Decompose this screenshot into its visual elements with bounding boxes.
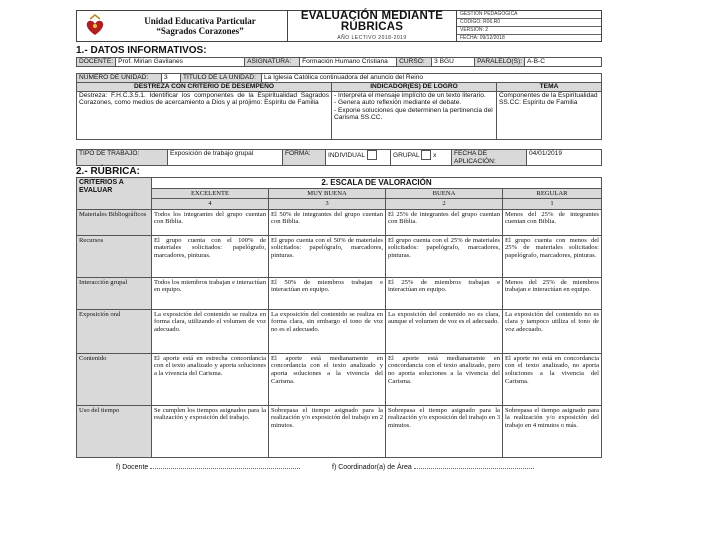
- level-name: BUENA: [386, 188, 503, 199]
- indicador-header: INDICADOR(ES) DE LOGRO: [332, 83, 497, 92]
- rubric-cell: El 50% de miembros trabajan e interactúan en equipo.: [269, 277, 386, 309]
- rubric-cell: Menos del 25% de miembros trabajan e interactúan en equipo.: [503, 277, 602, 309]
- rubric-cell: El grupo cuenta con el 100% de materiales solicitados: papelógrafo, marcadores, pinturas.: [152, 235, 269, 277]
- criterio-name: Uso del tiempo: [77, 405, 152, 457]
- docente-label: DOCENTE:: [77, 58, 116, 67]
- school-line-1: Unidad Educativa Particular: [144, 16, 256, 26]
- section-2-title: 2.- RÚBRICA:: [76, 166, 140, 177]
- code-version: VERSIÓN: 2: [457, 27, 601, 35]
- info-row-docente: [76, 57, 602, 67]
- title-line-1: EVALUACIÓN MEDIANTE: [300, 10, 444, 22]
- rubric-document: [76, 10, 602, 472]
- docente-value: Prof. Mirian Gavilanes: [116, 58, 245, 67]
- code-codigo: CÓDIGO: R06.R0: [457, 19, 601, 27]
- signature-line: [414, 468, 534, 469]
- rubric-cell: El aporte está en estrecha concordancia con el texto analizado y aporta soluciones a la vivencia del Carisma.: [152, 353, 269, 405]
- rubric-cell: El 25% de integrantes del grupo cuentan con Biblia.: [386, 209, 503, 235]
- indicador-value: - Interpreta el mensaje implícito de un texto literario. - Genera auto reflexión mediante el debate. - Expone soluciones que determinen la pertinencia del Carisma SS.CC.: [332, 91, 497, 139]
- rubric-row: [77, 235, 602, 277]
- code-fecha: FECHA: 09/12/2018: [460, 35, 505, 41]
- rubric-row: [77, 405, 602, 457]
- rubric-cell: Sobrepasa el tiempo asignado para la realización y/o exposición del trabajo en 2 minutos.: [269, 405, 386, 457]
- rubric-cell: El aporte está medianamente en concordancia con el texto analizado y aporta soluciones a la vivencia del Carisma.: [269, 353, 386, 405]
- fecha-label: FECHA DE APLICACIÓN:: [452, 150, 527, 166]
- rubric-cell: Menos del 25% de integrantes cuentan con Biblia.: [503, 209, 602, 235]
- title-line-2: RÚBRICAS: [340, 21, 404, 33]
- level-name: EXCELENTE: [152, 188, 269, 199]
- trabajo-label: TIPO DE TRABAJO:: [77, 150, 168, 166]
- rubric-cell: Se cumplen los tiempos asignados para la realización y exposición del trabajo.: [152, 405, 269, 457]
- rubric-row: [77, 353, 602, 405]
- unidad-value: 3: [162, 74, 181, 83]
- rubric-cell: Todos los integrantes del grupo cuentan con Biblia.: [152, 209, 269, 235]
- school-name: [113, 11, 287, 41]
- rubric-row: [77, 277, 602, 309]
- docente-signature-label: f) Docente: [116, 464, 149, 471]
- rubric-cell: La exposición del contenido se realiza en forma clara, utilizando el volumen de voz adecuado.: [152, 309, 269, 353]
- titulo-label: TÍTULO DE LA UNIDAD:: [181, 74, 262, 83]
- section-1-title: 1.- DATOS INFORMATIVOS:: [76, 45, 207, 56]
- asignatura-label: ASIGNATURA:: [245, 58, 300, 67]
- criterio-name: Exposición oral: [77, 309, 152, 353]
- asignatura-value: Formación Humano Cristiana: [300, 58, 397, 67]
- criterio-name: Recursos: [77, 235, 152, 277]
- signature-line: [150, 468, 300, 469]
- document-title: [287, 11, 456, 41]
- level-score: 3: [269, 199, 386, 210]
- curso-value: 3 BGU: [432, 58, 475, 67]
- docente-signature: [116, 464, 300, 471]
- level-score: 4: [152, 199, 269, 210]
- criterio-name: Materiales Bibliográficos: [77, 209, 152, 235]
- destreza-header: DESTREZA CON CRITERIO DE DESEMPEÑO: [77, 83, 332, 92]
- rubric-cell: El aporte no está en concordancia con el texto analizado, no aporta soluciones a la vivencia del Carisma.: [503, 353, 602, 405]
- forma-label: FORMA:: [283, 150, 326, 166]
- escala-header: 2. ESCALA DE VALORACIÓN: [152, 178, 602, 189]
- tema-header: TEMA: [497, 83, 602, 92]
- rubric-row: [77, 309, 602, 353]
- level-scores-row: [77, 199, 602, 210]
- rubric-cell: El 50% de integrantes del grupo cuentan con Biblia.: [269, 209, 386, 235]
- curso-label: CURSO:: [397, 58, 432, 67]
- titulo-value: La Iglesia Católica continuadora del anuncio del Reino: [262, 74, 602, 83]
- rubric-cell: La exposición del contenido no es clara, aunque el volumen de voz es el adecuado.: [386, 309, 503, 353]
- criterio-name: Interacción grupal: [77, 277, 152, 309]
- rubric-cell: El grupo cuenta con el 25% de materiales solicitados: papelógrafo, marcadores, pinturas.: [386, 235, 503, 277]
- forma-grupal-mark: x: [433, 151, 437, 159]
- paralelo-label: PARALELO(S):: [475, 58, 525, 67]
- criterio-name: Contenido: [77, 353, 152, 405]
- rubric-cell: El 25% de miembros trabajan e interactúan en equipo.: [386, 277, 503, 309]
- rubric-cell: Sobrepasa el tiempo asignado para la realización y/o exposición del trabajo en 3 minutos.: [386, 405, 503, 457]
- forma-grupal-checkbox: [421, 150, 431, 160]
- criterios-header: CRITERIOS A EVALUAR: [77, 178, 152, 210]
- destreza-value: Destreza: F.H.C.3.5.1. Identificar los componentes de la Espiritualidad Sagrados Corazones, como medios de acercamiento a Dios y al prójimo: Espíritu de Familia: [77, 91, 332, 139]
- school-line-2: “Sagrados Corazones”: [156, 26, 244, 36]
- info-row-trabajo: [76, 149, 602, 166]
- school-logo: [77, 11, 113, 41]
- level-name: MUY BUENA: [269, 188, 386, 199]
- coordinador-signature: [332, 464, 534, 471]
- rubric-row: [77, 209, 602, 235]
- level-name: REGULAR: [503, 188, 602, 199]
- rubric-cell: Todos los miembros trabajan e interactúan en equipo.: [152, 277, 269, 309]
- unidad-label: NÚMERO DE UNIDAD:: [77, 74, 162, 83]
- forma-grupal-label: GRUPAL: [393, 151, 420, 159]
- rubric-cell: El grupo cuenta con el 50% de materiales solicitados: papelógrafo, marcadores, pinturas.: [269, 235, 386, 277]
- school-year: AÑO LECTIVO 2018-2019: [337, 35, 407, 41]
- forma-grupal: [391, 150, 452, 166]
- forma-individual-label: INDIVIDUAL: [328, 151, 365, 159]
- rubric-cell: Sobrepasa el tiempo asignado para la realización y/o exposición del trabajo en 4 minutos o más.: [503, 405, 602, 457]
- code-gestion: GESTIÓN PEDAGÓGICA: [457, 11, 601, 19]
- tema-value: Componentes de la Espiritualidad SS.CC: Espíritu de Familia: [497, 91, 602, 139]
- level-score: 1: [503, 199, 602, 210]
- forma-individual-checkbox: [367, 150, 377, 160]
- paralelo-value: A-B-C: [525, 58, 602, 67]
- forma-individual: [326, 150, 391, 166]
- rubric-cell: La exposición del contenido no es clara y tampoco utiliza el tono de voz adecuado.: [503, 309, 602, 353]
- fecha-value: 04/01/2019: [527, 150, 602, 166]
- coordinador-signature-label: f) Coordinador(a) de Área: [332, 464, 412, 471]
- level-names-row: [77, 188, 602, 199]
- rubric-cell: El grupo cuenta con menos del 25% de materiales solicitados: papelógrafo, marcadores, pinturas.: [503, 235, 602, 277]
- sacred-hearts-icon: [82, 14, 108, 38]
- level-score: 2: [386, 199, 503, 210]
- destreza-table: [76, 82, 602, 140]
- document-codes: [456, 11, 601, 41]
- document-header: [76, 10, 602, 42]
- rubric-cell: La exposición del contenido se realiza en forma clara, sin embargo el tono de voz no es el adecuado.: [269, 309, 386, 353]
- rubric-cell: El aporte está medianamente en concordancia con el texto analizado, pero no aporta soluciones a la vivencia del Carisma.: [386, 353, 503, 405]
- rubric-table: [76, 177, 602, 458]
- trabajo-value: Exposición de trabajo grupal: [168, 150, 283, 166]
